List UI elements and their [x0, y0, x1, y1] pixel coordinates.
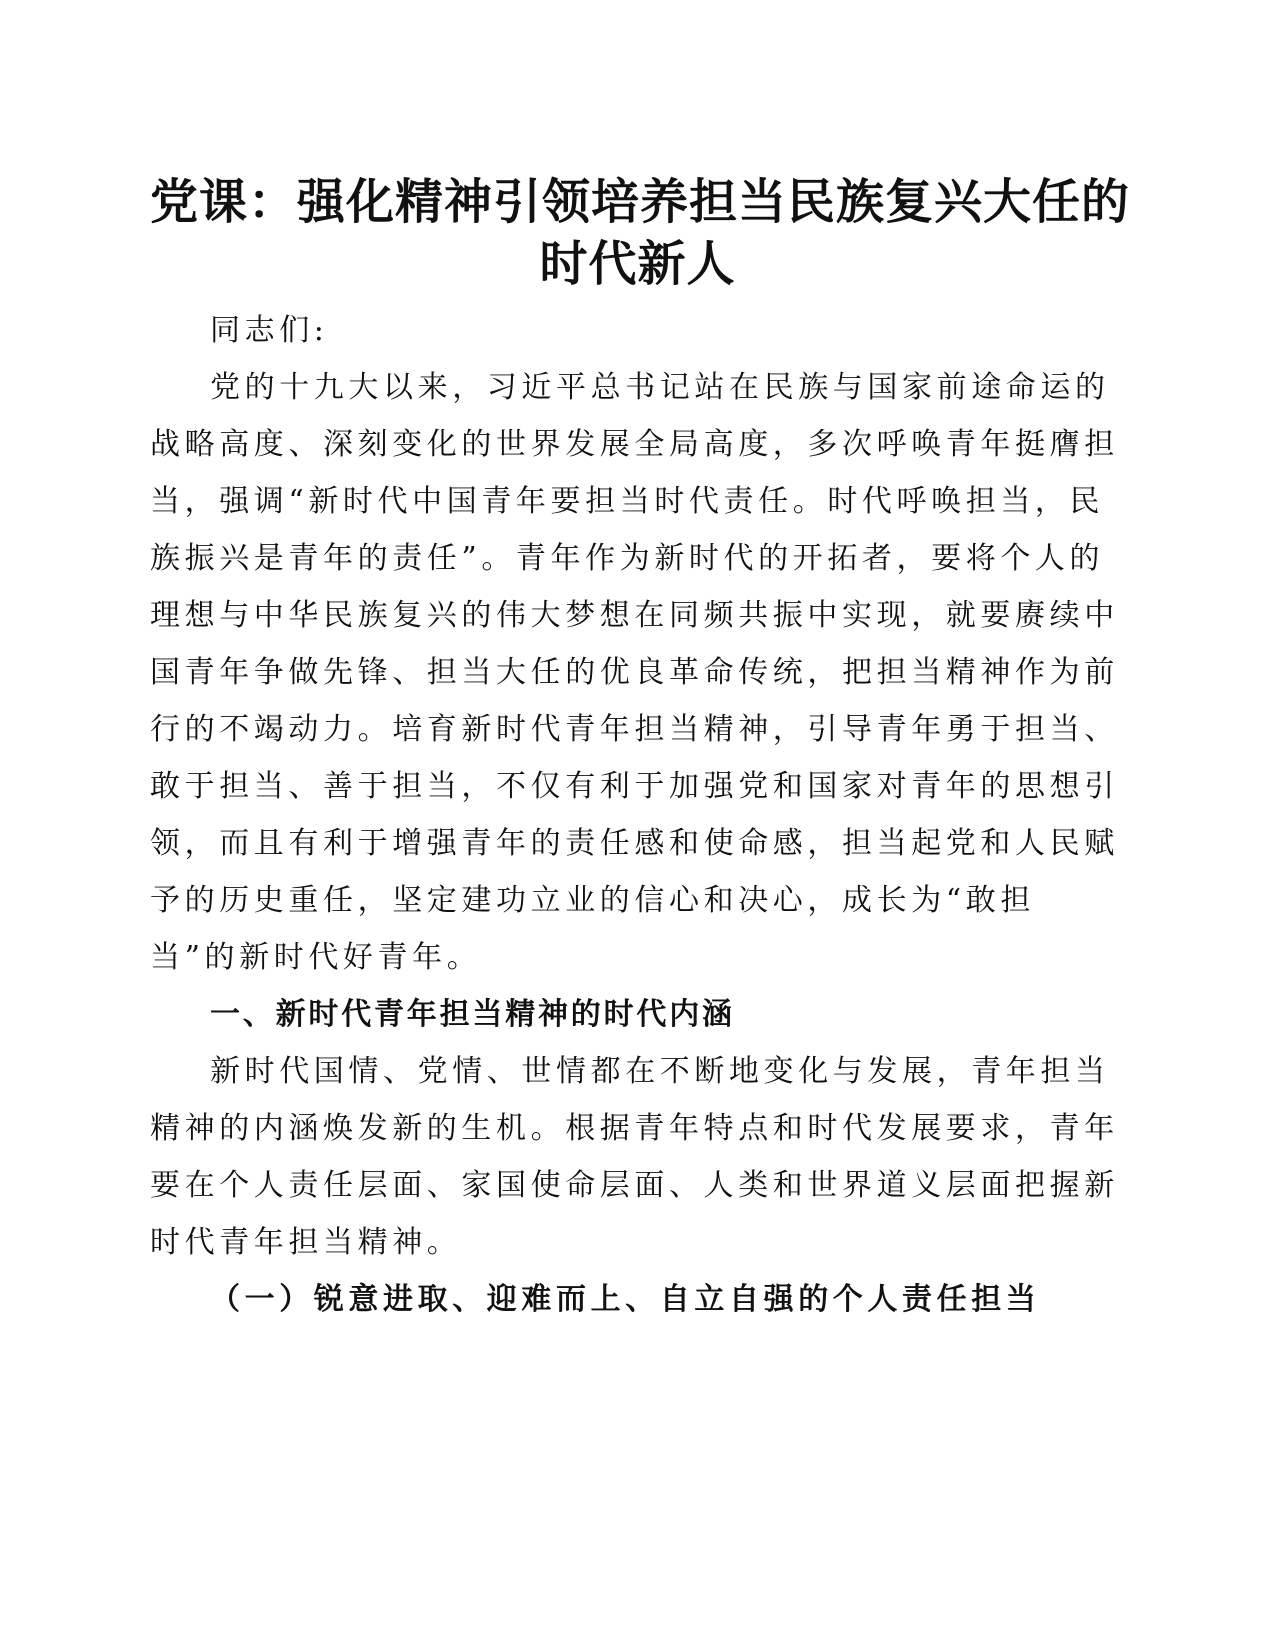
paragraph-line: 国青年争做先锋、担当大任的优良革命传统，把担当精神作为前	[150, 655, 1119, 690]
paragraph-line: 族振兴是青年的责任”。青年作为新时代的开拓者，要将个人的	[150, 541, 1105, 576]
paragraph-line: 精神的内涵焕发新的生机。根据青年特点和时代发展要求，青年	[150, 1111, 1119, 1146]
paragraph-line: 当，强调“新时代中国青年要担当时代责任。时代呼唤担当，民	[150, 484, 1105, 519]
section-heading-1: 一、新时代青年担当精神的时代内涵	[210, 997, 735, 1032]
paragraph-line: 理想与中华民族复兴的伟大梦想在同频共振中实现，就要赓续中	[150, 598, 1119, 633]
salutation: 同志们:	[210, 313, 329, 348]
paragraph-line: 时代青年担当精神。	[150, 1225, 462, 1260]
paragraph-line: 要在个人责任层面、家国使命层面、人类和世界道义层面把握新	[150, 1168, 1119, 1203]
paragraph-line: 予的历史重任，坚定建功立业的信心和决心，成长为“敢担	[150, 883, 1035, 918]
paragraph-line: 敢于担当、善于担当，不仅有利于加强党和国家对青年的思想引	[150, 769, 1119, 804]
page-title-line-2: 时代新人	[539, 236, 736, 292]
paragraph-line: 党的十九大以来，习近平总书记站在民族与国家前途命运的	[210, 370, 1110, 405]
page-title-line-1: 党课：强化精神引领培养担当民族复兴大任的	[150, 174, 1131, 230]
paragraph-line: 领，而且有利于增强青年的责任感和使命感，担当起党和人民赋	[150, 826, 1119, 861]
paragraph-line: 战略高度、深刻变化的世界发展全局高度，多次呼唤青年挺膺担	[150, 427, 1119, 462]
paragraph-line: 行的不竭动力。培育新时代青年担当精神，引导青年勇于担当、	[150, 712, 1119, 747]
subsection-heading-1: （一）锐意进取、迎难而上、自立自强的个人责任担当	[210, 1282, 1041, 1317]
paragraph-line: 新时代国情、党情、世情都在不断地变化与发展，青年担当	[210, 1054, 1110, 1089]
paragraph-line: 当”的新时代好青年。	[150, 940, 482, 975]
